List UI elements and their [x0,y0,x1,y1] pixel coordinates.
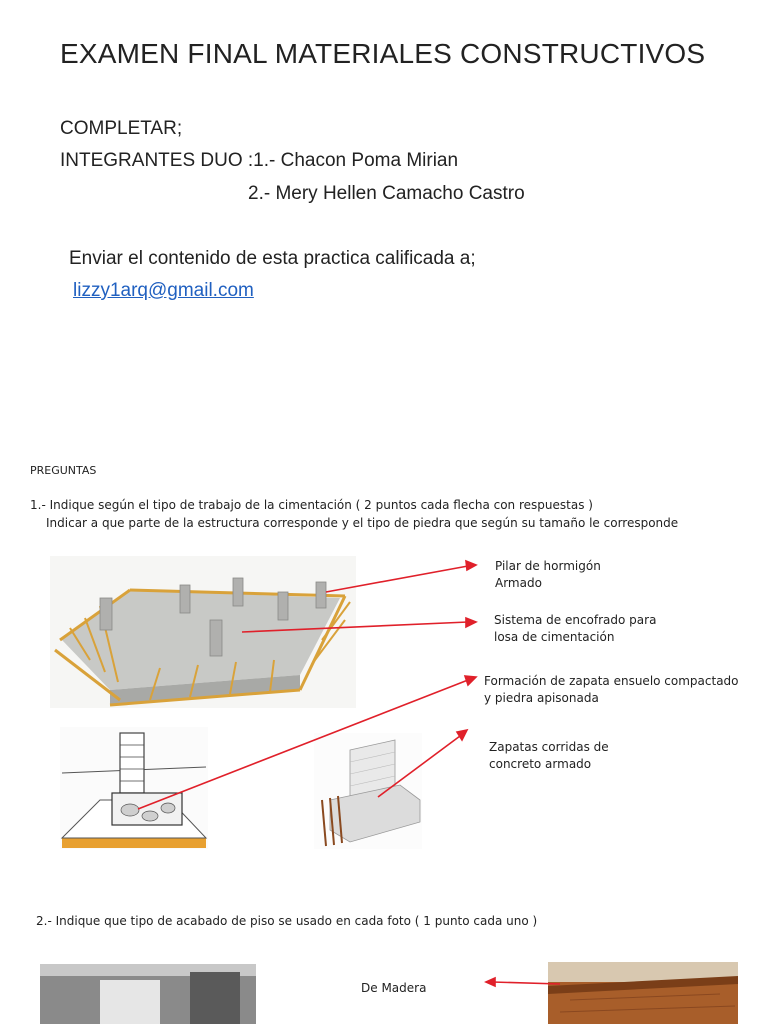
answer-strip-line-2: concreto armado [489,757,592,771]
answer-pillar-line-1: Pilar de hormigón [495,559,601,573]
strip-footing-image [314,733,422,849]
question-2-text: 2.- Indique que tipo de acabado de piso se usado en cada foto ( 1 punto cada uno ) [36,914,538,928]
answer-footing-formation [484,673,739,707]
answer-pillar [495,558,601,592]
exam-title: EXAMEN FINAL MATERIALES CONSTRUCTIVOS [60,38,706,69]
answer-pillar-line-2: Armado [495,576,542,590]
floor-photo-wood [548,962,738,1024]
send-instruction: Enviar el contenido de esta practica calificada a; [69,248,476,269]
foundation-slab-image [50,556,356,708]
questions-heading: PREGUNTAS [30,464,97,477]
members-line-2: 2.- Mery Hellen Camacho Castro [248,183,525,204]
answer-wood-floor: De Madera [361,981,427,995]
question-1-text: 1.- Indique según el tipo de trabajo de la cimentación ( 2 puntos cada flecha con respuestas ) [30,498,593,512]
members-line-1: INTEGRANTES DUO :1.- Chacon Poma Mirian [60,150,459,171]
answer-formwork-line-2: losa de cimentación [494,630,615,644]
question-1-subtext: Indicar a que parte de la estructura corresponde y el tipo de piedra que según su tamaño le corresponde [46,516,679,530]
footing-sketch-image [60,727,208,849]
floor-photo-interior [40,964,256,1024]
completar-label: COMPLETAR; [60,118,183,139]
answer-footing-line-1: Formación de zapata ensuelo compactado [484,674,739,688]
answer-formwork-line-1: Sistema de encofrado para [494,613,657,627]
answer-strip-footing [489,739,609,773]
answer-formwork [494,612,656,646]
email-link[interactable]: lizzy1arq@gmail.com [73,280,254,301]
answer-strip-line-1: Zapatas corridas de [489,740,609,754]
answer-footing-line-2: y piedra apisonada [484,691,599,705]
